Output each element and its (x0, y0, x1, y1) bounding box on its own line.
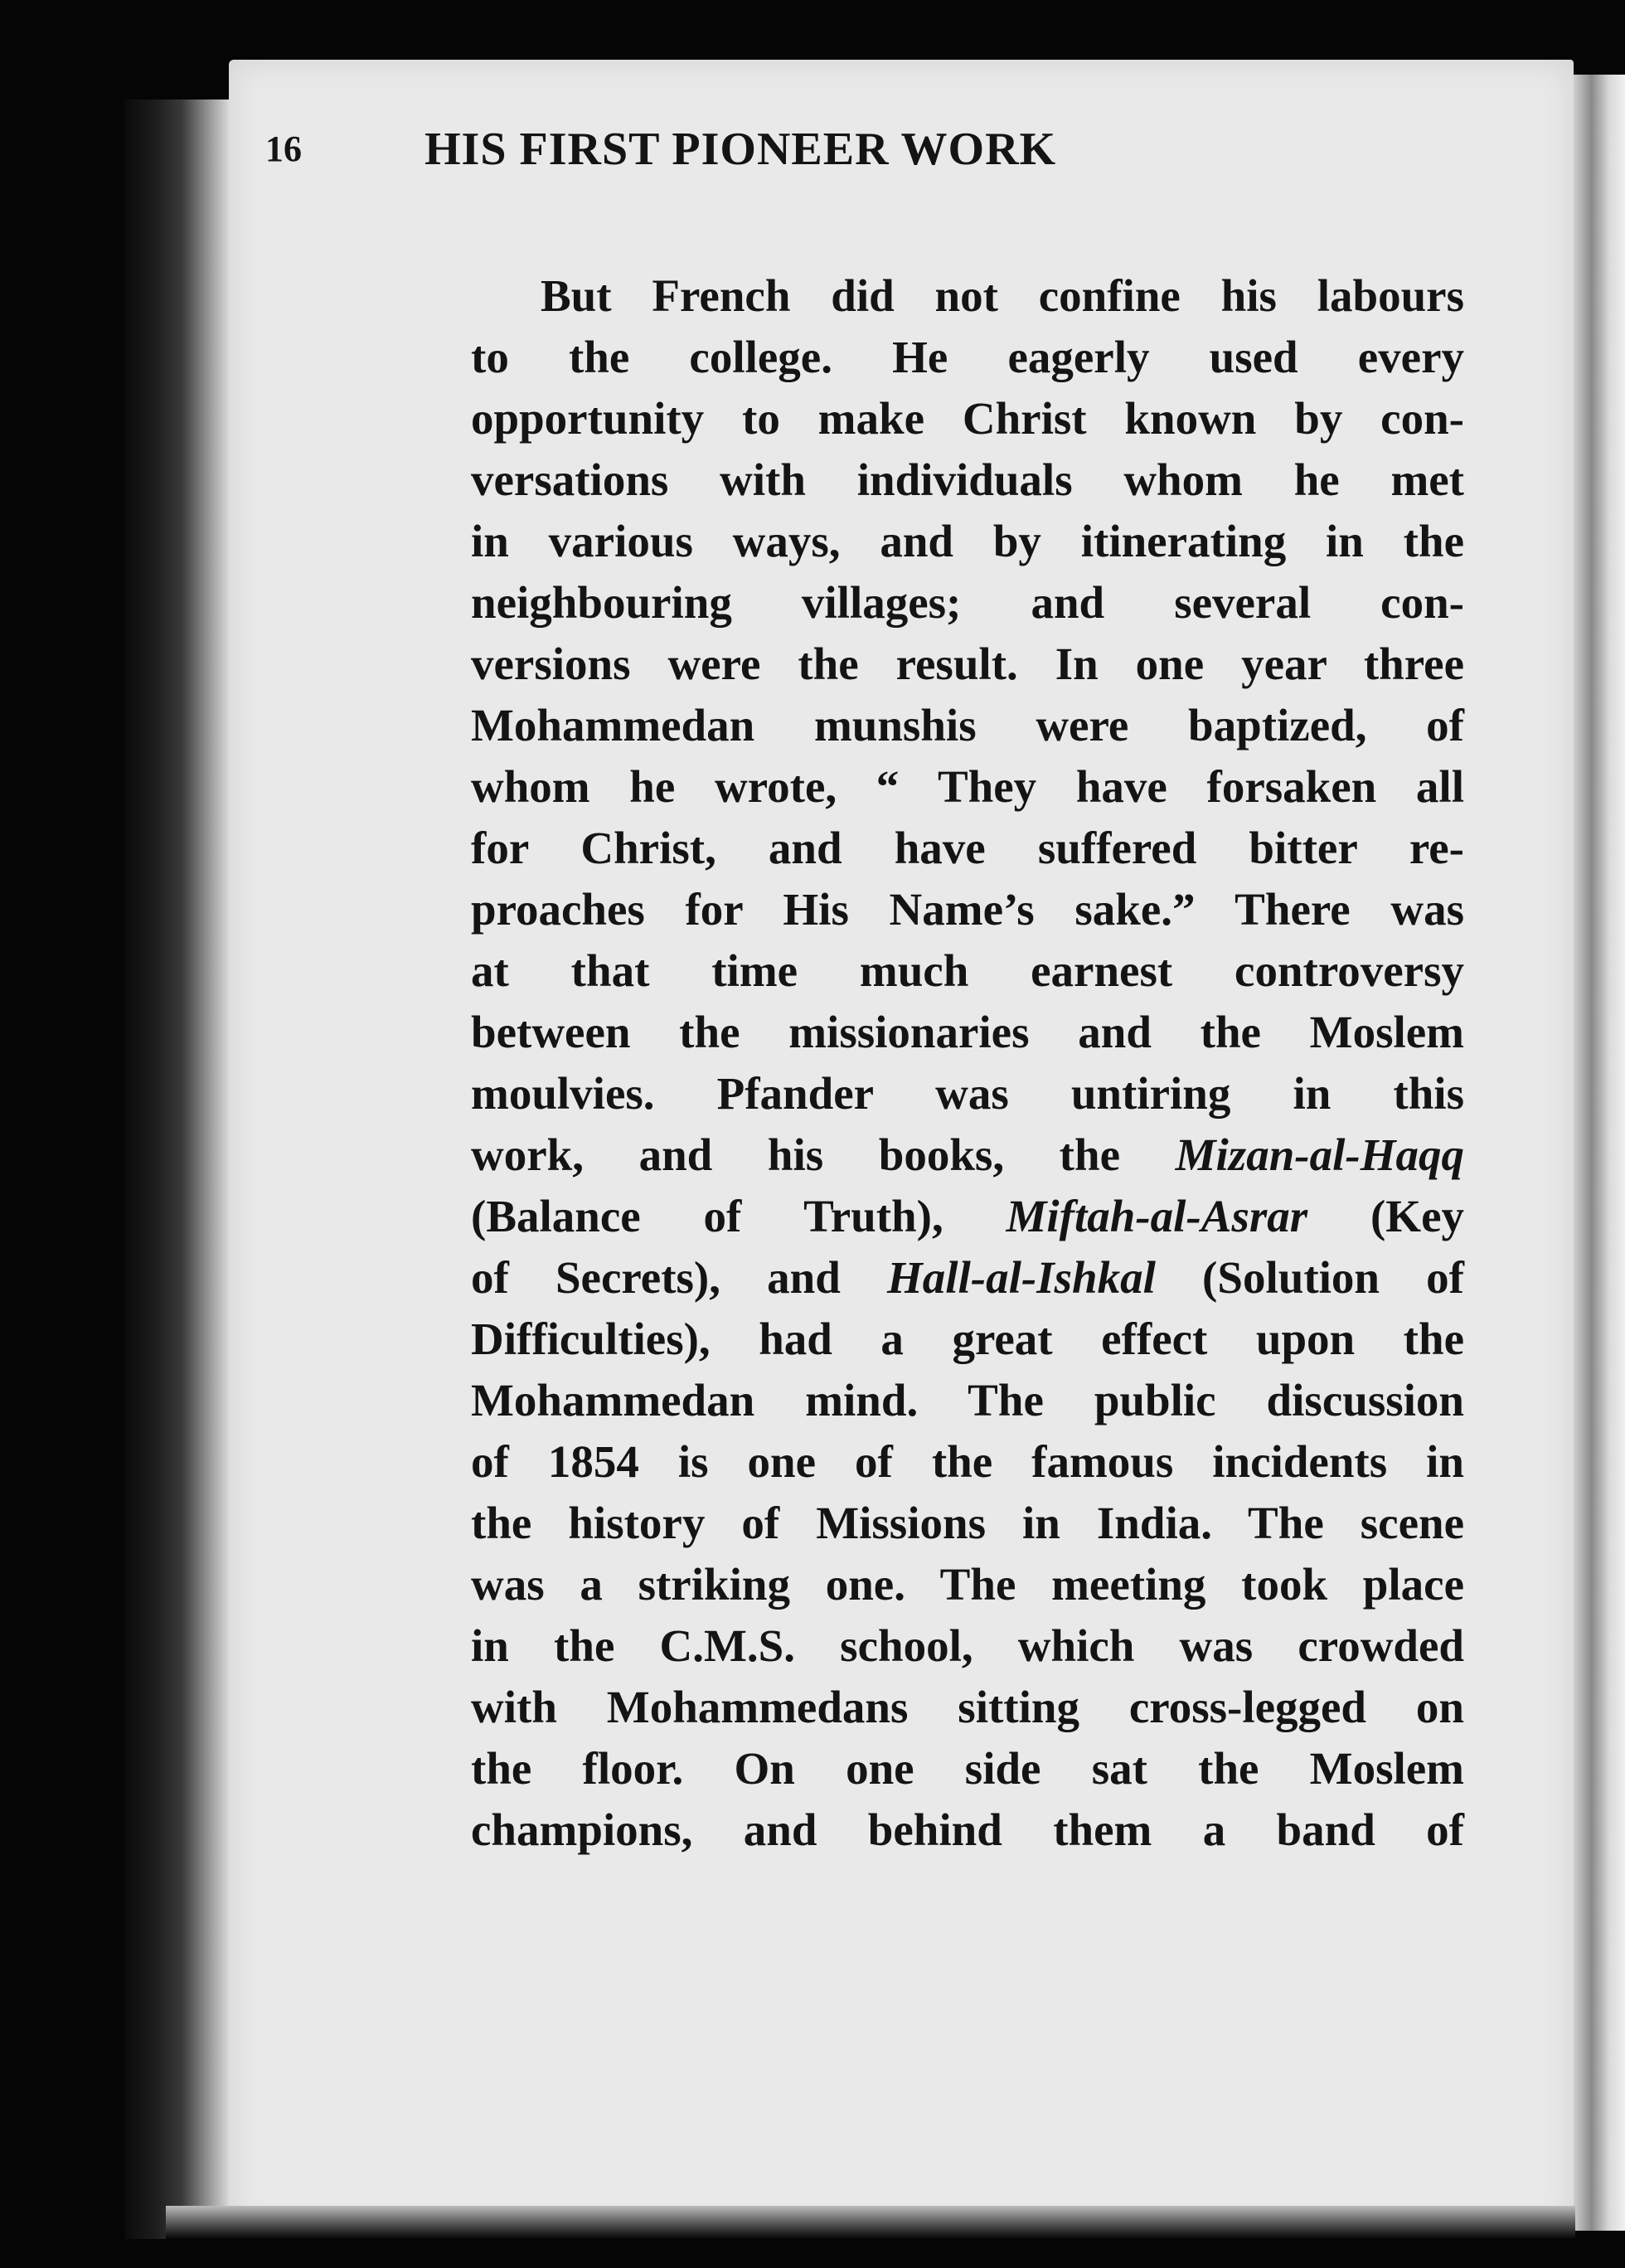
text-fragment: of Secrets), and (471, 1252, 887, 1303)
text-fragment: work, and his books, the (471, 1129, 1176, 1180)
text-line: was a striking one. The meeting took place (471, 1559, 1464, 1610)
text-line: to the college. He eagerly used every (471, 332, 1464, 382)
text-line: Mohammedan mind. The public discussion (471, 1375, 1464, 1425)
text-line: for Christ, and have suffered bitter re- (471, 823, 1464, 873)
text-line: champions, and behind them a band of (471, 1804, 1464, 1855)
text-line: between the missionaries and the Moslem (471, 1007, 1464, 1057)
text-fragment: (Solution of (1155, 1252, 1464, 1303)
text-line: versations with individuals whom he met (471, 454, 1464, 505)
text-line: Difficulties), had a great effect upon the (471, 1314, 1464, 1364)
running-head: HIS FIRST PIONEER WORK (424, 124, 1057, 175)
page-number: 16 (265, 129, 302, 169)
text-line: in various ways, and by itinerating in the (471, 516, 1464, 566)
text-line: But French did not confine his labours (541, 270, 1464, 321)
book-title-miftah: Miftah-al-Asrar (1006, 1191, 1308, 1241)
text-line: proaches for His Name’s sake.” There was (471, 884, 1464, 935)
text-line (471, 1247, 1464, 1309)
text-line (471, 1186, 1464, 1247)
text-fragment: (Key (1307, 1191, 1464, 1241)
book-title-mizan: Mizan-al-Haqq (1175, 1129, 1464, 1180)
text-fragment: (Balance of Truth), (471, 1191, 1007, 1241)
book-title-hall: Hall-al-Ishkal (886, 1252, 1156, 1303)
text-line: versions were the result. In one year three (471, 639, 1464, 689)
page-header (265, 123, 1343, 189)
text-line: the history of Missions in India. The scene (471, 1498, 1464, 1548)
text-line: in the C.M.S. school, which was crowded (471, 1620, 1464, 1671)
text-line: with Mohammedans sitting cross-legged on (471, 1682, 1464, 1732)
text-line: at that time much earnest controversy (471, 945, 1464, 996)
text-line (471, 1124, 1464, 1186)
text-line: neighbouring villages; and several con- (471, 577, 1464, 628)
book-right-edge (1574, 75, 1625, 2231)
text-line: of 1854 is one of the famous incidents in (471, 1436, 1464, 1487)
text-line: the floor. On one side sat the Moslem (471, 1743, 1464, 1794)
text-line: whom he wrote, “ They have forsaken all (471, 761, 1464, 812)
body-text (471, 265, 1464, 1861)
text-line: moulvies. Pfander was untiring in this (471, 1068, 1464, 1119)
text-line: opportunity to make Christ known by con- (471, 393, 1464, 444)
book-bottom-edge (166, 2206, 1575, 2239)
book-left-edge (124, 100, 229, 2239)
text-line: Mohammedan munshis were baptized, of (471, 700, 1464, 750)
